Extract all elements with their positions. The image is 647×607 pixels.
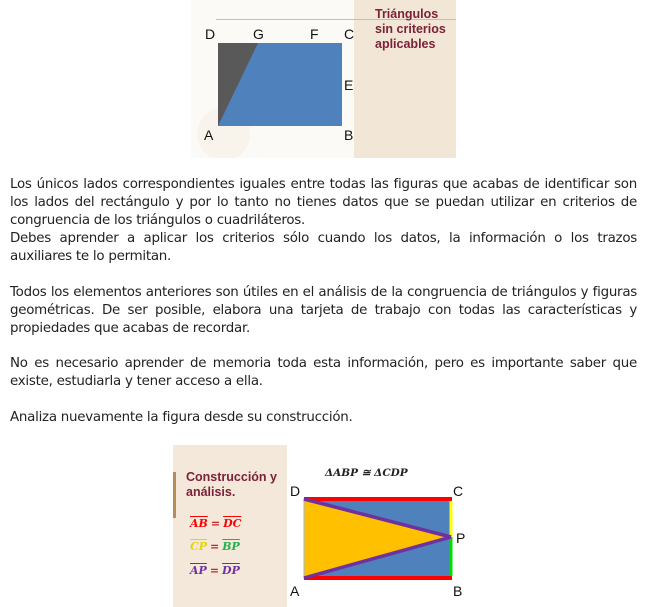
equality-ab-dc: $\overline{AB} = \overline{DC}$ bbox=[190, 517, 242, 530]
paragraph-3: Todos los elementos anteriores son útiles en el análisis de la congruencia de triángulos y figuras geométricas. De ser posible, elabora una tarjeta de trabajo con todas las características y propiedades que acabas de recordar. bbox=[10, 285, 637, 336]
label-d: D bbox=[290, 483, 301, 499]
congruence-diagram bbox=[173, 445, 475, 607]
rectangle-diagram bbox=[191, 0, 354, 158]
label-a: A bbox=[290, 583, 300, 599]
paragraph-4: No es necesario aprender de memoria toda esta información, pero es importante saber que existe, estudiarla y tener acceso a ella. bbox=[10, 356, 637, 389]
paragraph-2: Debes aprender a aplicar los criterios sólo cuando los datos, la información o los trazos auxiliares te lo permitan. bbox=[10, 231, 637, 264]
label-c: C bbox=[344, 26, 354, 42]
equality-cp-bp: $\overline{CP} = \overline{BP}$ bbox=[190, 540, 240, 553]
segment-bp: $\overline{BP}$ bbox=[222, 540, 240, 553]
label-c: C bbox=[453, 483, 464, 499]
segment-ab: $\overline{AB}$ bbox=[190, 517, 208, 530]
label-p: P bbox=[456, 530, 466, 546]
segment-dp: $\overline{DP}$ bbox=[222, 564, 240, 577]
figure-construction-analysis bbox=[173, 445, 475, 607]
label-b: B bbox=[453, 583, 463, 599]
figure-triangles-without-criteria bbox=[191, 0, 456, 158]
label-a: A bbox=[204, 127, 214, 143]
figure-title: Triángulos sin criterios aplicables bbox=[375, 7, 446, 51]
label-b: B bbox=[344, 127, 354, 143]
equality-ap-dp: $\overline{AP} = \overline{DP}$ bbox=[190, 564, 240, 577]
paragraph-5: Analiza nuevamente la figura desde su construcción. bbox=[10, 410, 353, 425]
segment-dc: $\overline{DC}$ bbox=[223, 517, 242, 530]
paragraph-1: Los únicos lados correspondientes iguales entre todas las figuras que acabas de identificar son los lados del rectángulo y por lo tanto no tienes datos que se puedan utilizar en criterios de congruencia de los triángulos o cuadriláteros. bbox=[10, 177, 637, 228]
label-e: E bbox=[344, 77, 354, 93]
analysis-title: Construcción y análisis. bbox=[186, 470, 277, 499]
label-f: F bbox=[310, 26, 319, 42]
segment-cp: $\overline{CP}$ bbox=[190, 540, 208, 553]
label-g: G bbox=[253, 26, 264, 42]
congruence-statement: ΔABP ≅ ΔCDP bbox=[325, 467, 408, 479]
segment-ap: $\overline{AP}$ bbox=[190, 564, 207, 577]
label-d: D bbox=[205, 26, 216, 42]
